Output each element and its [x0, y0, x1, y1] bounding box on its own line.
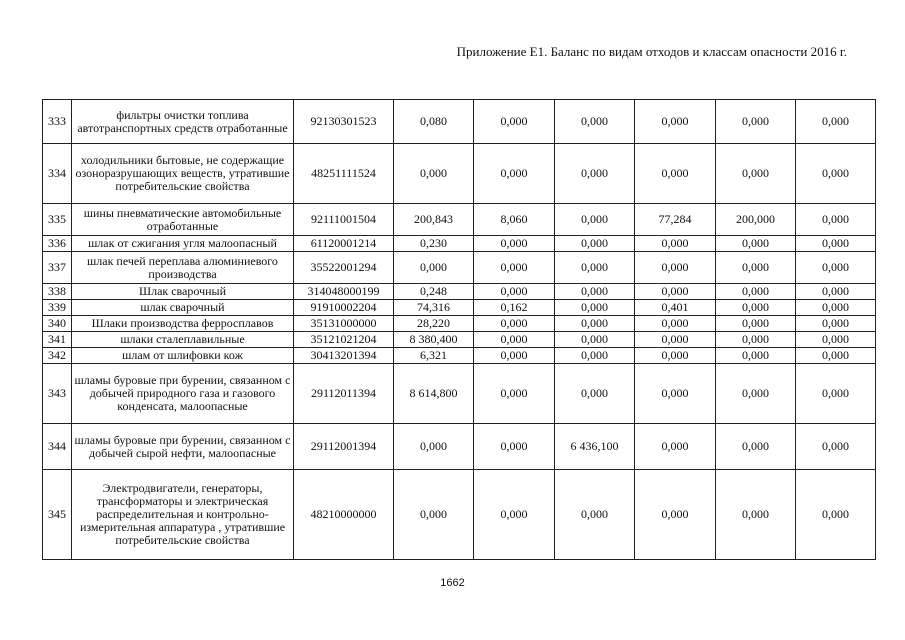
value-cell-1: 8 380,400 [394, 332, 474, 348]
value-cell-4: 0,000 [635, 348, 716, 364]
table-row [43, 252, 876, 284]
table-row [43, 236, 876, 252]
value-cell-4: 0,000 [635, 284, 716, 300]
table-row [43, 204, 876, 236]
table-row [43, 332, 876, 348]
table-body [43, 100, 876, 560]
row-number-cell: 336 [43, 236, 72, 252]
value-cell-3: 0,000 [555, 204, 635, 236]
value-cell-1: 74,316 [394, 300, 474, 316]
value-cell-5: 0,000 [716, 332, 796, 348]
value-cell-1: 8 614,800 [394, 364, 474, 424]
value-cell-2: 0,000 [474, 284, 555, 300]
row-number-cell: 335 [43, 204, 72, 236]
value-cell-5: 0,000 [716, 364, 796, 424]
row-number-cell: 342 [43, 348, 72, 364]
value-cell-1: 0,000 [394, 252, 474, 284]
waste-name-cell: шлак сварочный [72, 300, 294, 316]
value-cell-2: 0,000 [474, 252, 555, 284]
waste-code-cell: 29112001394 [294, 424, 394, 470]
waste-code-cell: 61120001214 [294, 236, 394, 252]
table-row [43, 284, 876, 300]
value-cell-5: 0,000 [716, 252, 796, 284]
value-cell-5: 0,000 [716, 144, 796, 204]
waste-code-cell: 92130301523 [294, 100, 394, 144]
value-cell-4: 0,000 [635, 364, 716, 424]
waste-code-cell: 91910002204 [294, 300, 394, 316]
value-cell-6: 0,000 [796, 144, 876, 204]
table-row [43, 316, 876, 332]
value-cell-4: 0,000 [635, 424, 716, 470]
value-cell-3: 0,000 [555, 100, 635, 144]
waste-name-cell: шины пневматические автомобильные отработанные [72, 204, 294, 236]
value-cell-1: 6,321 [394, 348, 474, 364]
value-cell-6: 0,000 [796, 204, 876, 236]
row-number-cell: 345 [43, 470, 72, 560]
waste-code-cell: 92111001504 [294, 204, 394, 236]
waste-code-cell: 35121021204 [294, 332, 394, 348]
value-cell-2: 0,000 [474, 424, 555, 470]
value-cell-6: 0,000 [796, 100, 876, 144]
value-cell-6: 0,000 [796, 332, 876, 348]
waste-name-cell: шламы буровые при бурении, связанном с добычей сырой нефти, малоопасные [72, 424, 294, 470]
waste-name-cell: шлам от шлифовки кож [72, 348, 294, 364]
value-cell-6: 0,000 [796, 470, 876, 560]
value-cell-4: 0,000 [635, 332, 716, 348]
value-cell-4: 0,000 [635, 236, 716, 252]
value-cell-5: 0,000 [716, 316, 796, 332]
value-cell-2: 0,000 [474, 364, 555, 424]
table-row [43, 364, 876, 424]
row-number-cell: 333 [43, 100, 72, 144]
waste-code-cell: 48210000000 [294, 470, 394, 560]
value-cell-2: 0,000 [474, 100, 555, 144]
value-cell-3: 6 436,100 [555, 424, 635, 470]
row-number-cell: 341 [43, 332, 72, 348]
value-cell-2: 0,000 [474, 332, 555, 348]
row-number-cell: 344 [43, 424, 72, 470]
value-cell-3: 0,000 [555, 332, 635, 348]
value-cell-5: 0,000 [716, 424, 796, 470]
value-cell-1: 200,843 [394, 204, 474, 236]
value-cell-3: 0,000 [555, 236, 635, 252]
value-cell-5: 0,000 [716, 300, 796, 316]
value-cell-6: 0,000 [796, 236, 876, 252]
value-cell-2: 0,000 [474, 316, 555, 332]
value-cell-4: 0,401 [635, 300, 716, 316]
row-number-cell: 340 [43, 316, 72, 332]
value-cell-3: 0,000 [555, 364, 635, 424]
value-cell-4: 0,000 [635, 144, 716, 204]
waste-name-cell: Шлак сварочный [72, 284, 294, 300]
value-cell-4: 0,000 [635, 100, 716, 144]
value-cell-5: 0,000 [716, 470, 796, 560]
value-cell-3: 0,000 [555, 470, 635, 560]
value-cell-1: 0,230 [394, 236, 474, 252]
value-cell-4: 0,000 [635, 252, 716, 284]
value-cell-3: 0,000 [555, 300, 635, 316]
value-cell-2: 0,000 [474, 144, 555, 204]
waste-balance-table [42, 99, 876, 560]
value-cell-5: 0,000 [716, 100, 796, 144]
value-cell-1: 0,000 [394, 424, 474, 470]
value-cell-1: 0,000 [394, 470, 474, 560]
waste-code-cell: 35522001294 [294, 252, 394, 284]
table-row [43, 100, 876, 144]
row-number-cell: 339 [43, 300, 72, 316]
waste-code-cell: 48251111524 [294, 144, 394, 204]
value-cell-1: 28,220 [394, 316, 474, 332]
value-cell-2: 0,000 [474, 470, 555, 560]
value-cell-2: 8,060 [474, 204, 555, 236]
value-cell-3: 0,000 [555, 348, 635, 364]
value-cell-6: 0,000 [796, 364, 876, 424]
value-cell-3: 0,000 [555, 316, 635, 332]
table-row [43, 470, 876, 560]
value-cell-6: 0,000 [796, 284, 876, 300]
value-cell-3: 0,000 [555, 252, 635, 284]
value-cell-5: 0,000 [716, 236, 796, 252]
row-number-cell: 338 [43, 284, 72, 300]
row-number-cell: 337 [43, 252, 72, 284]
page-header-title: Приложение Е1. Баланс по видам отходов и классам опасности 2016 г. [456, 44, 847, 59]
value-cell-2: 0,000 [474, 348, 555, 364]
value-cell-1: 0,248 [394, 284, 474, 300]
waste-name-cell: Шлаки производства ферросплавов [72, 316, 294, 332]
waste-code-cell: 29112011394 [294, 364, 394, 424]
value-cell-6: 0,000 [796, 348, 876, 364]
value-cell-2: 0,000 [474, 236, 555, 252]
value-cell-5: 200,000 [716, 204, 796, 236]
waste-code-cell: 314048000199 [294, 284, 394, 300]
value-cell-6: 0,000 [796, 252, 876, 284]
value-cell-1: 0,080 [394, 100, 474, 144]
waste-name-cell: шлак печей переплава алюминиевого производства [72, 252, 294, 284]
table-row [43, 424, 876, 470]
waste-name-cell: шлак от сжигания угля малоопасный [72, 236, 294, 252]
value-cell-5: 0,000 [716, 348, 796, 364]
waste-name-cell: шламы буровые при бурении, связанном с добычей природного газа и газового конденсата, малоопасные [72, 364, 294, 424]
waste-code-cell: 35131000000 [294, 316, 394, 332]
waste-name-cell: шлаки сталеплавильные [72, 332, 294, 348]
waste-code-cell: 30413201394 [294, 348, 394, 364]
waste-name-cell: Электродвигатели, генераторы, трансформаторы и электрическая распределительная и контрольно-измерительная аппаратура , утратившие потребительские свойства [72, 470, 294, 560]
value-cell-3: 0,000 [555, 284, 635, 300]
value-cell-6: 0,000 [796, 316, 876, 332]
value-cell-4: 0,000 [635, 316, 716, 332]
page-number: 1662 [440, 577, 465, 589]
waste-name-cell: холодильники бытовые, не содержащие озоноразрушающих веществ, утратившие потребительские свойства [72, 144, 294, 204]
row-number-cell: 334 [43, 144, 72, 204]
waste-name-cell: фильтры очистки топлива автотранспортных средств отработанные [72, 100, 294, 144]
value-cell-3: 0,000 [555, 144, 635, 204]
table-row [43, 144, 876, 204]
value-cell-5: 0,000 [716, 284, 796, 300]
value-cell-4: 0,000 [635, 470, 716, 560]
value-cell-6: 0,000 [796, 300, 876, 316]
value-cell-6: 0,000 [796, 424, 876, 470]
table-row [43, 300, 876, 316]
value-cell-4: 77,284 [635, 204, 716, 236]
row-number-cell: 343 [43, 364, 72, 424]
table-row [43, 348, 876, 364]
value-cell-1: 0,000 [394, 144, 474, 204]
value-cell-2: 0,162 [474, 300, 555, 316]
